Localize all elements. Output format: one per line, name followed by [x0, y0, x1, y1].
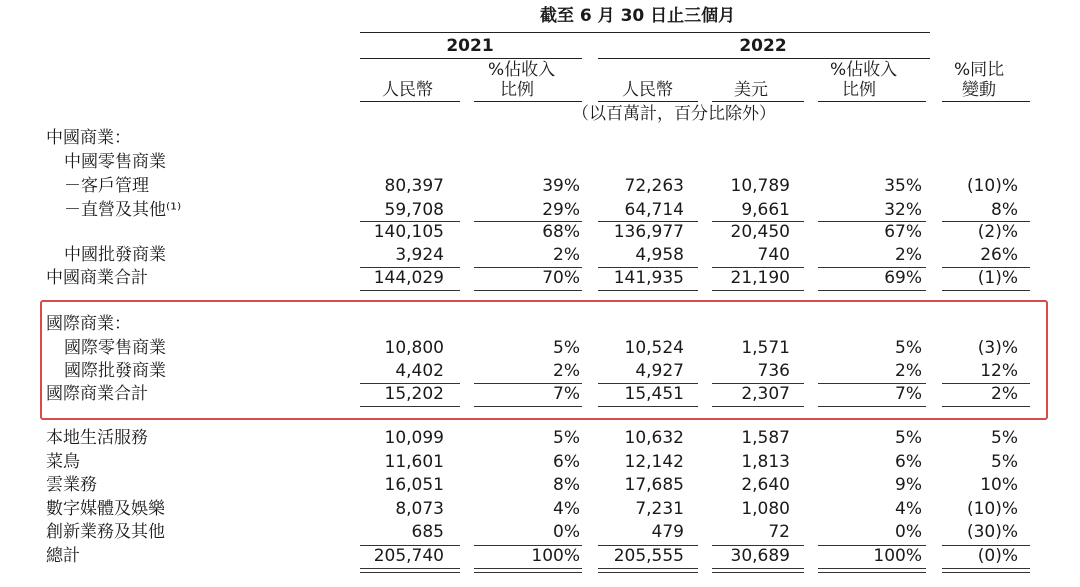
table-rule: [818, 290, 926, 291]
cell-yoy: (10)%: [966, 176, 1018, 196]
period-header: 截至 6 月 30 日止三個月: [540, 6, 736, 26]
cell-usd-2022: 20,450: [730, 222, 790, 242]
cell-rmb-2021: 59,708: [384, 200, 444, 220]
year-2022-underline: [598, 58, 930, 59]
cell-pct-2022: 35%: [884, 176, 922, 196]
cell-yoy: (30)%: [966, 522, 1018, 542]
table-rule: [942, 568, 1030, 569]
row-label: 雲業務: [46, 475, 97, 495]
row-label: －客戶管理: [64, 176, 149, 196]
table-rule: [360, 545, 460, 546]
cell-usd-2022: 9,661: [741, 200, 790, 220]
cell-pct-2022: 2%: [895, 245, 922, 265]
table-rule: [360, 572, 460, 573]
row-label: 中國商業：: [46, 128, 131, 148]
cell-yoy: (0)%: [977, 546, 1018, 566]
table-rule: [598, 290, 698, 291]
cell-yoy: 5%: [991, 452, 1018, 472]
cell-rmb-2022: 141,935: [613, 268, 684, 288]
year-2022-header: 2022: [739, 36, 787, 56]
cell-rmb-2021: 15,202: [384, 384, 444, 404]
table-rule: [474, 545, 582, 546]
table-rule: [360, 221, 460, 222]
cell-pct-2022: 2%: [895, 361, 922, 381]
cell-yoy: 8%: [991, 200, 1018, 220]
table-rule: [942, 267, 1030, 268]
cell-pct-2022: 7%: [895, 384, 922, 404]
year-2021-underline: [360, 58, 582, 59]
col-header-usd-2022: 美元: [734, 80, 768, 100]
table-rule: [598, 406, 698, 407]
cell-rmb-2021: 205,740: [373, 546, 444, 566]
cell-rmb-2022: 17,685: [624, 475, 684, 495]
cell-pct-2021: 2%: [553, 361, 580, 381]
table-rule: [712, 383, 804, 384]
col-header-pct-2021-line1: %佔收入: [488, 60, 556, 80]
row-label: －直營及其他⁽¹⁾: [64, 200, 182, 220]
table-rule: [942, 406, 1030, 407]
cell-rmb-2022: 479: [651, 522, 684, 542]
table-rule: [942, 290, 1030, 291]
cell-rmb-2021: 4,402: [395, 361, 444, 381]
cell-pct-2021: 100%: [531, 546, 580, 566]
row-label: 中國批發商業: [64, 245, 166, 265]
col-header-rmb-2021: 人民幣: [382, 80, 433, 100]
table-rule: [360, 568, 460, 569]
period-underline: [360, 32, 930, 33]
table-rule: [474, 383, 582, 384]
cell-pct-2021: 6%: [553, 452, 580, 472]
cell-usd-2022: 30,689: [730, 546, 790, 566]
table-rule: [598, 572, 698, 573]
cell-pct-2022: 4%: [895, 499, 922, 519]
cell-yoy: 2%: [991, 384, 1018, 404]
cell-rmb-2022: 4,927: [635, 361, 684, 381]
col-underline-rmb-2022: [598, 101, 698, 102]
cell-pct-2022: 5%: [895, 338, 922, 358]
cell-rmb-2021: 3,924: [395, 245, 444, 265]
col-underline-yoy: [942, 101, 1030, 102]
row-label: 國際零售商業: [64, 338, 166, 358]
table-rule: [360, 406, 460, 407]
table-rule: [474, 267, 582, 268]
row-label: 國際批發商業: [64, 361, 166, 381]
row-label: 中國商業合計: [46, 268, 148, 288]
cell-pct-2021: 70%: [542, 268, 580, 288]
table-rule: [360, 267, 460, 268]
cell-rmb-2022: 64,714: [624, 200, 684, 220]
table-rule: [818, 568, 926, 569]
cell-usd-2022: 2,307: [741, 384, 790, 404]
table-rule: [474, 406, 582, 407]
cell-usd-2022: 740: [757, 245, 790, 265]
col-header-yoy-line1: %同比: [954, 60, 1005, 80]
table-rule: [474, 572, 582, 573]
table-rule: [712, 290, 804, 291]
table-rule: [942, 383, 1030, 384]
units-note: （以百萬計，百分比除外）: [572, 104, 776, 124]
row-label: 總計: [46, 546, 80, 566]
cell-yoy: (3)%: [977, 338, 1018, 358]
cell-yoy: (1)%: [977, 268, 1018, 288]
cell-pct-2022: 100%: [873, 546, 922, 566]
table-rule: [474, 568, 582, 569]
cell-pct-2021: 39%: [542, 176, 580, 196]
cell-usd-2022: 21,190: [730, 268, 790, 288]
cell-rmb-2022: 72,263: [624, 176, 684, 196]
col-header-yoy-line2: 變動: [962, 80, 996, 100]
cell-rmb-2022: 7,231: [635, 499, 684, 519]
table-rule: [598, 221, 698, 222]
cell-yoy: (10)%: [966, 499, 1018, 519]
row-label: 本地生活服務: [46, 428, 148, 448]
cell-pct-2021: 29%: [542, 200, 580, 220]
row-label: 國際商業合計: [46, 384, 148, 404]
cell-rmb-2021: 10,800: [384, 338, 444, 358]
row-label: 中國零售商業: [64, 152, 166, 172]
table-rule: [598, 568, 698, 569]
cell-pct-2022: 69%: [884, 268, 922, 288]
cell-yoy: 10%: [980, 475, 1018, 495]
table-rule: [712, 568, 804, 569]
cell-rmb-2022: 136,977: [613, 222, 684, 242]
row-label: 國際商業：: [46, 314, 131, 334]
cell-pct-2022: 67%: [884, 222, 922, 242]
cell-pct-2021: 4%: [553, 499, 580, 519]
table-rule: [598, 545, 698, 546]
cell-rmb-2021: 140,105: [373, 222, 444, 242]
col-underline-pct-2022: [818, 101, 926, 102]
cell-rmb-2022: 10,524: [624, 338, 684, 358]
table-rule: [598, 267, 698, 268]
cell-rmb-2021: 144,029: [373, 268, 444, 288]
cell-rmb-2022: 12,142: [624, 452, 684, 472]
cell-pct-2021: 5%: [553, 338, 580, 358]
cell-pct-2022: 5%: [895, 428, 922, 448]
cell-yoy: 26%: [980, 245, 1018, 265]
cell-yoy: (2)%: [977, 222, 1018, 242]
table-rule: [942, 545, 1030, 546]
row-label: 菜鳥: [46, 452, 80, 472]
cell-usd-2022: 1,587: [741, 428, 790, 448]
cell-pct-2021: 5%: [553, 428, 580, 448]
cell-pct-2021: 68%: [542, 222, 580, 242]
table-rule: [712, 221, 804, 222]
cell-rmb-2021: 10,099: [384, 428, 444, 448]
table-rule: [712, 545, 804, 546]
col-header-pct-2021-line2: 比例: [500, 80, 534, 100]
table-rule: [712, 267, 804, 268]
table-rule: [360, 383, 460, 384]
table-rule: [712, 406, 804, 407]
table-rule: [360, 290, 460, 291]
col-header-pct-2022-line1: %佔收入: [830, 60, 898, 80]
col-header-pct-2022-line2: 比例: [842, 80, 876, 100]
cell-usd-2022: 1,813: [741, 452, 790, 472]
year-2021-header: 2021: [446, 36, 494, 56]
table-rule: [818, 383, 926, 384]
col-underline-pct-2021: [474, 101, 582, 102]
cell-yoy: 5%: [991, 428, 1018, 448]
table-rule: [942, 221, 1030, 222]
cell-pct-2021: 7%: [553, 384, 580, 404]
cell-usd-2022: 1,571: [741, 338, 790, 358]
table-rule: [818, 406, 926, 407]
cell-rmb-2021: 80,397: [384, 176, 444, 196]
col-underline-usd-2022: [712, 101, 804, 102]
cell-pct-2021: 0%: [553, 522, 580, 542]
cell-pct-2021: 8%: [553, 475, 580, 495]
cell-usd-2022: 736: [757, 361, 790, 381]
cell-rmb-2021: 685: [411, 522, 444, 542]
table-rule: [474, 290, 582, 291]
cell-rmb-2021: 16,051: [384, 475, 444, 495]
cell-rmb-2022: 15,451: [624, 384, 684, 404]
cell-rmb-2022: 4,958: [635, 245, 684, 265]
row-label: 創新業務及其他: [46, 522, 165, 542]
cell-yoy: 12%: [980, 361, 1018, 381]
table-rule: [942, 572, 1030, 573]
table-rule: [598, 383, 698, 384]
cell-usd-2022: 72: [768, 522, 790, 542]
cell-pct-2022: 9%: [895, 475, 922, 495]
table-rule: [818, 545, 926, 546]
cell-usd-2022: 1,080: [741, 499, 790, 519]
table-rule: [818, 572, 926, 573]
cell-usd-2022: 10,789: [730, 176, 790, 196]
col-underline-rmb-2021: [360, 101, 460, 102]
cell-pct-2022: 32%: [884, 200, 922, 220]
cell-pct-2021: 2%: [553, 245, 580, 265]
cell-pct-2022: 0%: [895, 522, 922, 542]
col-header-rmb-2022: 人民幣: [622, 80, 673, 100]
row-label: 數字媒體及娛樂: [46, 499, 165, 519]
table-rule: [818, 221, 926, 222]
cell-rmb-2022: 205,555: [613, 546, 684, 566]
table-rule: [818, 267, 926, 268]
cell-rmb-2021: 11,601: [384, 452, 444, 472]
cell-pct-2022: 6%: [895, 452, 922, 472]
cell-usd-2022: 2,640: [741, 475, 790, 495]
table-rule: [474, 221, 582, 222]
cell-rmb-2022: 10,632: [624, 428, 684, 448]
table-rule: [712, 572, 804, 573]
cell-rmb-2021: 8,073: [395, 499, 444, 519]
